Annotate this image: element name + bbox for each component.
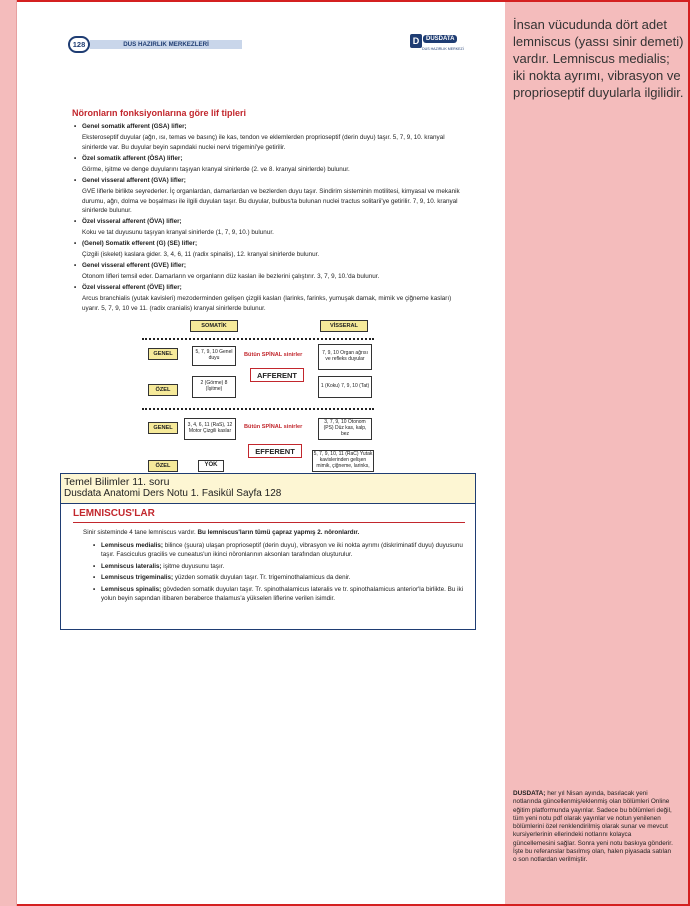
somatic-label: SOMATİK <box>190 320 238 332</box>
efferent-label: EFFERENT <box>248 444 302 458</box>
item-text: bilince (şuura) ulaşan proprioseptif (derin duyu), vibrasyon ve iki nokta ayrımı (diskriminatif duyu) duyusunu taşır. Fasciculus gracilis ve cuneatus'un ikinci nöronlarının aksonları tarafından oluşturulur. <box>101 542 463 558</box>
side-panel-title: İnsan vücudunda dört adet lemniscus (yassı sinir demeti) vardır. Lemniscus medialis; iki nokta ayrımı, vibrasyon ve proprioseptif duyularla ilgilidir. <box>513 17 684 100</box>
excerpt-title: LEMNISCUS'LAR <box>73 508 155 519</box>
list-item-text: GVE liflerle birlikte seyrederler. İç organlardan, damarlardan ve bezlerden duyu taşır. Sindirim sisteminin motilitesi, kimyasal ve mekanik durumu, ağrı, dolma ve boşalması ile ilgili duyuları taşır. Bu duyular, bulbus'ta bulunan nuclei tractus solitarii'ye getirilir. 7, 9, 10. kranyal sinirlerde bulunur. <box>82 187 460 215</box>
visceral-label: VİSSERAL <box>320 320 368 332</box>
list-item-text: Çizgili (iskelet) kaslara gider. 3, 4, 6, 11 (radix spinalis), 12. kranyal sinirlerde bulunur. <box>82 251 320 259</box>
list-item-text: Eksteroseptif duyular (ağrı, ısı, temas ve basınç) ile kas, tendon ve eklemlerden proprioseptif (derin duyu) taşır. 5, 7, 9, 10. kranyal sinirlerde var. Bu duyular beyin sapındaki nuclei nervi trigemini'ye getirilir. <box>82 133 445 151</box>
item-head: Lemniscus medialis; <box>101 542 163 549</box>
brand-logo <box>410 34 464 56</box>
list-item-heading: • Genel visseral efferent (GVE) lifler; <box>82 261 462 271</box>
list-item-text: Otonom lifleri temsil eder. Damarların ve organların düz kasları ile bezlerini çalıştırır. 3, 7, 9, 10.'da bulunur. <box>82 273 380 281</box>
question-number: Temel Bilimler 11. soru <box>64 476 170 488</box>
none-box: YOK <box>198 460 224 472</box>
list-item <box>101 585 471 603</box>
question-reference <box>60 473 476 503</box>
logo-letter: D <box>410 34 422 48</box>
list-item <box>101 573 471 582</box>
item-text: yüzden somatik duyuları taşır. Tr. trigeminothalamicus da denir. <box>173 574 351 581</box>
excerpt-intro <box>83 528 463 537</box>
item-head: Lemniscus trigeminalis; <box>101 574 174 581</box>
item-head: Lemniscus lateralis; <box>101 562 162 570</box>
item-text: gövdeden somatik duyuları taşır. Tr. spinothalamicus lateralis ve tr. spinothalamicus anterior'la birlikte. Bu iki yolun beyin sapından itibaren beraberce thalamus'a yükselen liflerine verilen isimdir. <box>101 585 464 602</box>
question-source: Dusdata Anatomi Ders Notu 1. Fasikül Sayfa 128 <box>64 488 282 499</box>
section-title: Nöronların fonksiyonlarına göre lif tipleri <box>72 108 247 118</box>
left-margin-strip <box>0 0 17 906</box>
afferent-label: AFFERENT <box>250 368 304 382</box>
side-panel-note <box>513 790 673 865</box>
header-bar: DUS HAZIRLIK MERKEZLERİ <box>90 40 242 49</box>
divider <box>142 408 374 410</box>
fiber-type-diagram <box>140 318 380 474</box>
item-text: işitme duyusunu taşır. <box>161 562 225 570</box>
logo-text: DUSDATA <box>423 35 457 43</box>
side-panel <box>505 2 688 904</box>
page-number: 128 <box>68 36 90 53</box>
side-note-text: her yıl Nisan ayında, basılacak yeni notlarında güncellenmiş/eklenmiş olan bölümleri Online eğitim platformunda yayınlar. Sadece bu bölümleri değil, tüm yeni notu pdf olarak yayınlar ve notun yenilenen bölümlerini özel renklendirilmiş olarak sunar ve mevcut kursiyerlerinin ellerindeki notlarını kolayca güncellemesini sağlar. Sonra yeni notu baskıya gönderir. İşte bu referanslar basılmış olan, halen piyasada satılan o son notlardan verilmiştir. <box>513 790 673 864</box>
special-label-2: ÖZEL <box>148 460 178 472</box>
special-label: ÖZEL <box>148 384 178 396</box>
list-item-text: Görme, işitme ve denge duyularını taşıyan kranyal sinirlerde (2. ve 8. kranyal sinirlerde) bulunur. <box>82 165 350 173</box>
list-item-heading: • Özel somatik afferent (ÖSA) lifler; <box>82 154 462 164</box>
ova-box: 1 (Koku) 7, 9, 10 (Tat) <box>318 376 372 398</box>
list-item-heading: • Genel somatik afferent (GSA) lifler; <box>82 122 462 132</box>
spinal-efferent-label: Bütün SPİNAL sinirler <box>244 424 303 430</box>
list-item-heading: • Özel visseral afferent (ÖVA) lifler; <box>82 217 462 227</box>
list-item <box>101 541 471 559</box>
gse-box: 3, 4, 6, 11 (RaS), 12 Motor Çizgili kaslar <box>184 418 236 440</box>
gva-box: 7, 9, 10 Organ ağrısı ve refleks duyular <box>318 344 372 370</box>
list-item-text: Arcus branchialis (yutak kavisleri) mezoderminden gelişen çizgili kasları (larinks, farinks, yumuşak damak, mimik ve çiğneme kasları) uyarır. 5, 7, 9, 10 ve 11. (radix cranialis) kranyal sinirlerde bulunur. <box>82 295 452 312</box>
side-note-brand: DUSDATA; <box>513 790 546 797</box>
list-item-heading: • Özel visseral efferent (ÖVE) lifler; <box>82 283 462 293</box>
lemniscus-list <box>101 541 471 605</box>
spinal-afferent-label: Bütün SPİNAL sinirler <box>244 352 303 358</box>
fiber-type-list <box>82 122 462 315</box>
item-head: Lemniscus spinalis; <box>101 585 162 593</box>
ove-box: 5, 7, 9, 10, 11 (RaC) Yutak kavislerinden gelişen mimik, çiğneme, larinks, <box>312 450 374 472</box>
osa-box: 2 (Görme) 8 (İşitme) <box>192 376 236 398</box>
general-label-2: GENEL <box>148 422 178 434</box>
divider <box>142 338 374 340</box>
general-label: GENEL <box>148 348 178 360</box>
intro-plain: Sinir sisteminde 4 tane lemniscus vardır. <box>83 529 198 536</box>
list-item-text: Koku ve tat duyusunu taşıyan kranyal sinirlerde (1, 7, 9, 10.) bulunur. <box>82 229 274 237</box>
lemniscus-excerpt <box>60 503 476 630</box>
list-item-heading: • (Genel) Somatik efferent (G) (SE) lifler; <box>82 239 462 249</box>
excerpt-rule <box>73 522 465 523</box>
gve-box: 3, 7, 9, 10 Otonom (PS) Düz kas, kalp, bez <box>318 418 372 440</box>
list-item-heading: • Genel visseral afferent (GVA) lifler; <box>82 176 462 186</box>
list-item <box>101 562 471 571</box>
gsa-box: 5, 7, 9, 10 Genel duyu <box>192 346 236 366</box>
logo-subtitle: DUS HAZIRLIK MERKEZİ <box>422 47 464 51</box>
intro-bold: Bu lemniscus'ların tümü çapraz yapmış 2. nöronlardır. <box>197 529 360 536</box>
